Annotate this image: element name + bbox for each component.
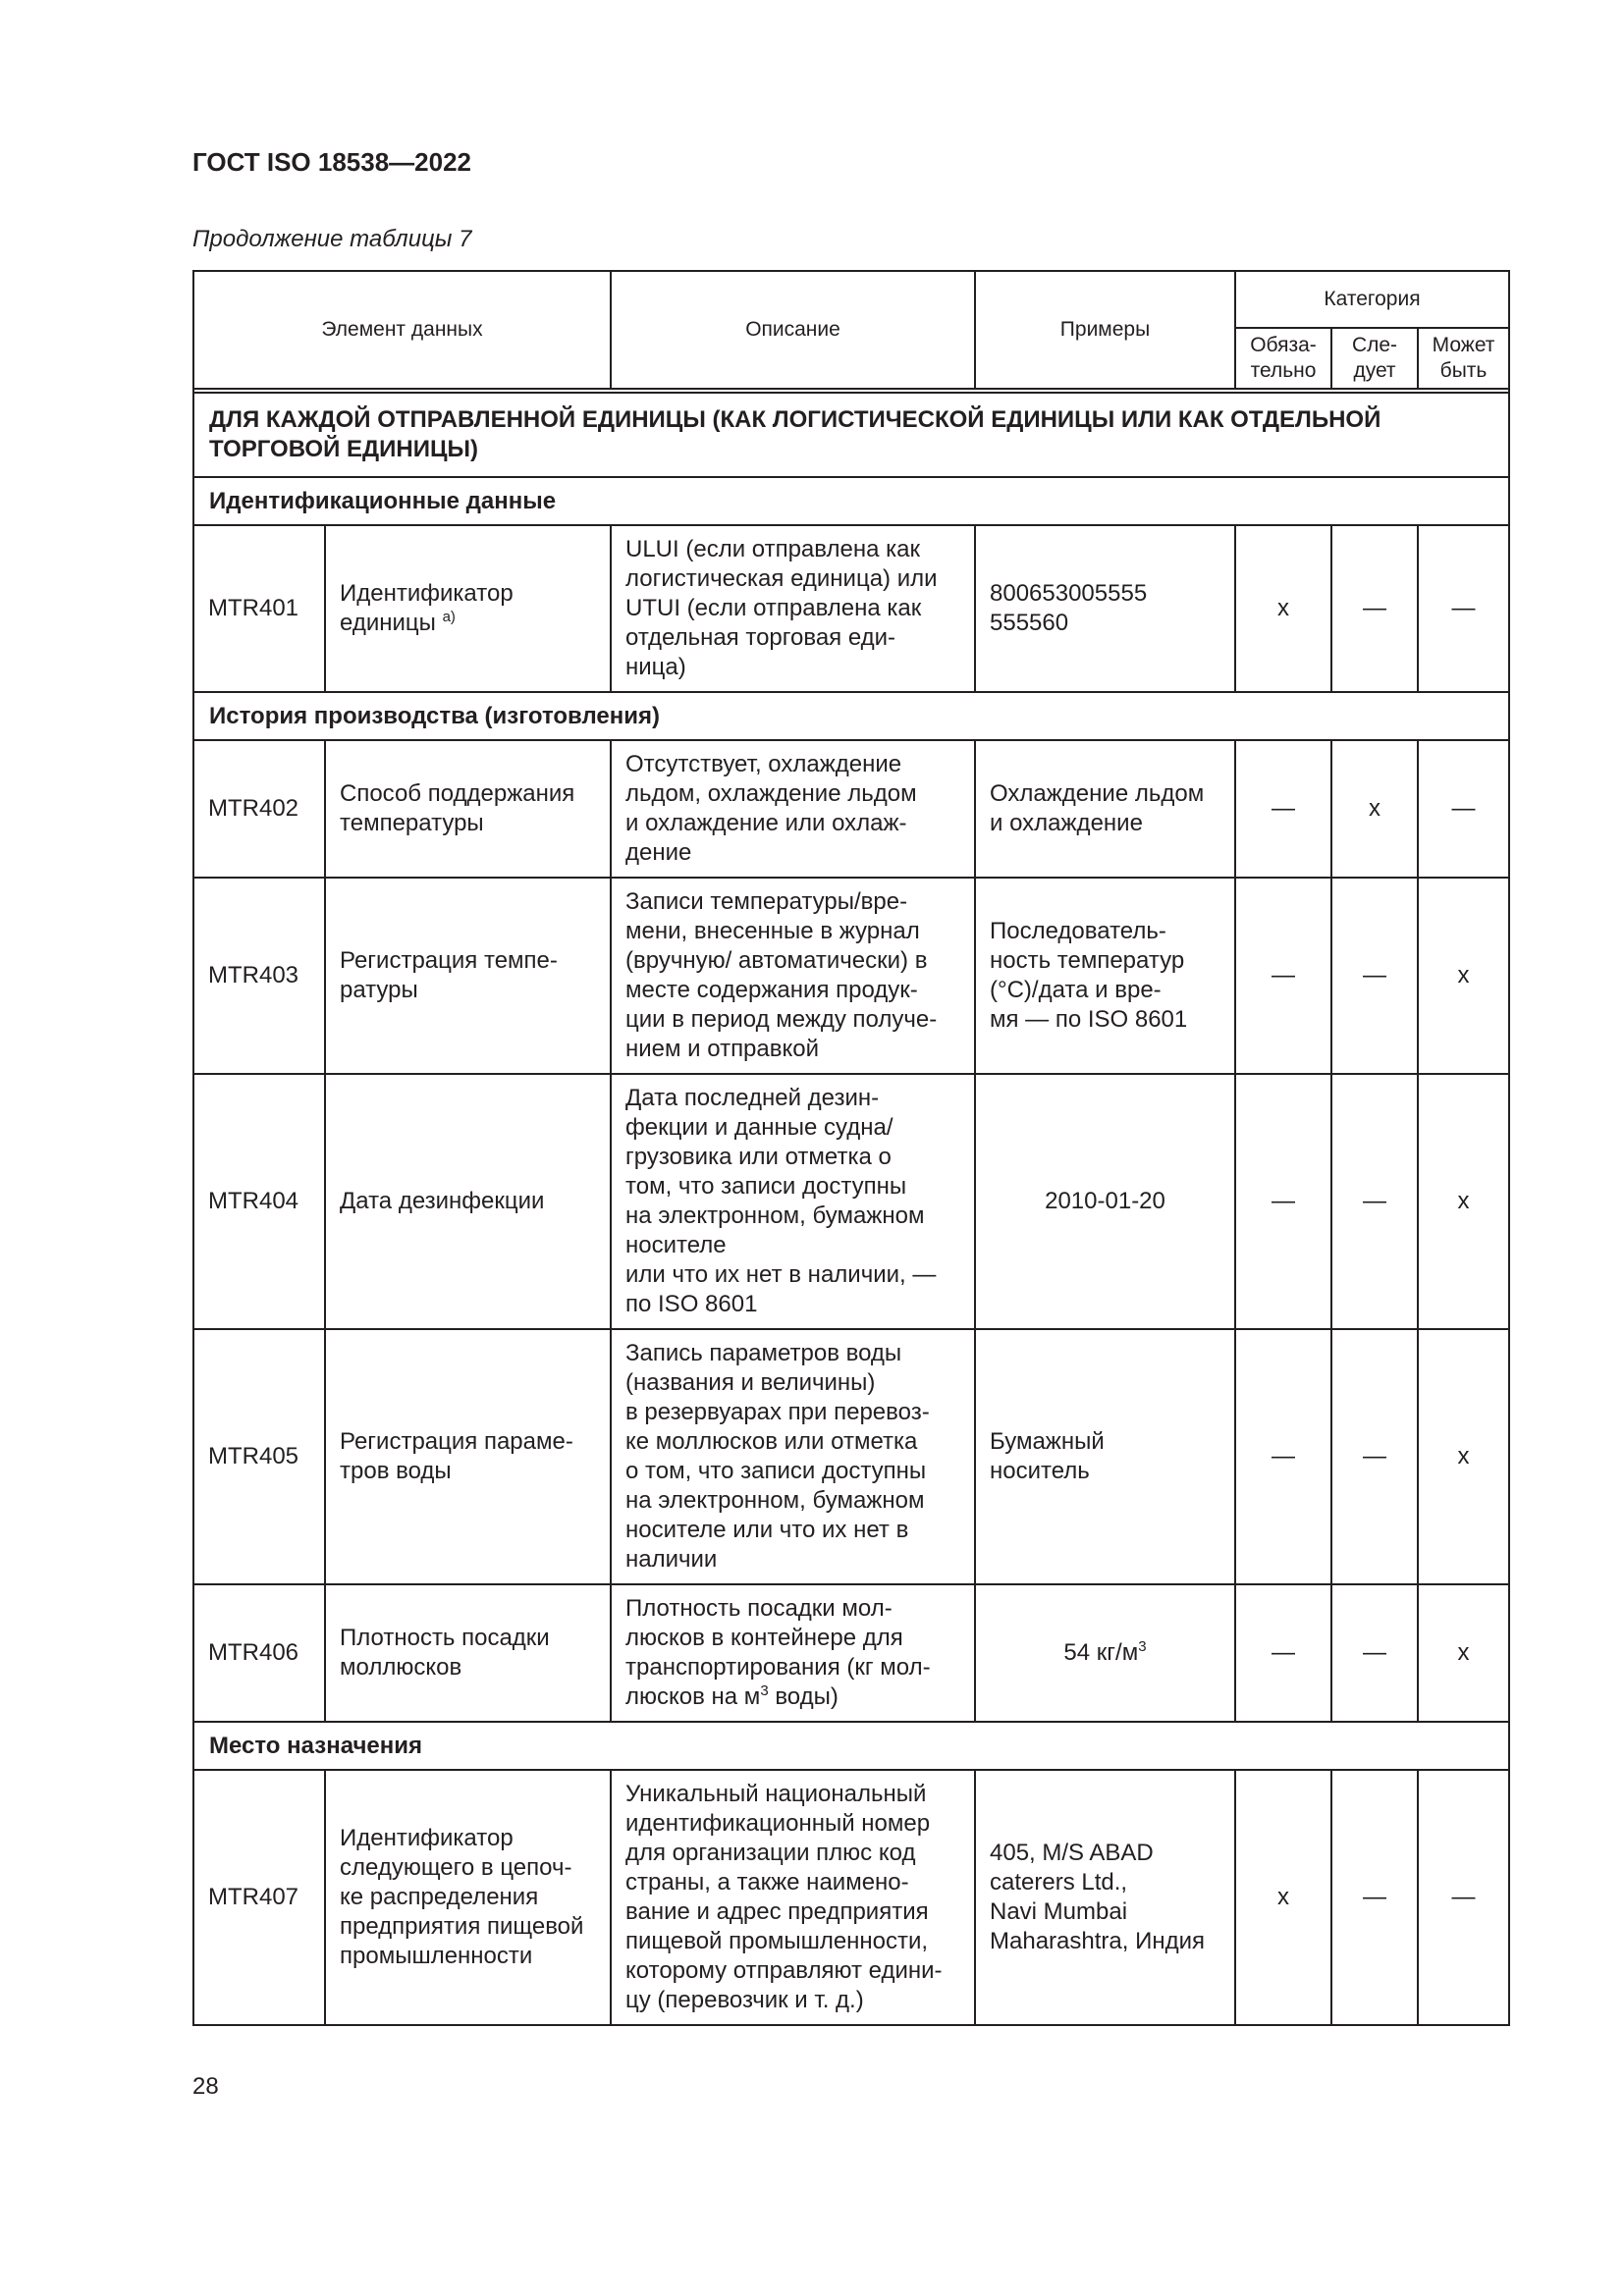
name-line: тров воды: [340, 1458, 452, 1484]
example-line: и охлаждение: [990, 810, 1143, 836]
category-should: —: [1331, 878, 1418, 1074]
example-line: 405, M/S ABAD: [990, 1840, 1154, 1866]
description-line: Запись параметров воды: [625, 1340, 902, 1366]
description-line: ции в период между получе-: [625, 1006, 938, 1033]
element-description: [611, 878, 975, 1074]
description-line: Уникальный национальный: [625, 1781, 927, 1807]
description-line: или что их нет в наличии, —: [625, 1261, 937, 1288]
category-should: —: [1331, 1074, 1418, 1329]
example-line: мя — по ISO 8601: [990, 1006, 1188, 1033]
description-line: льдом, охлаждение льдом: [625, 780, 917, 807]
category-mandatory: —: [1235, 1584, 1331, 1722]
description-line: носителе или что их нет в: [625, 1517, 909, 1543]
header-line: Может: [1432, 334, 1495, 356]
description-line: носителе: [625, 1232, 727, 1258]
col-header-element: Элемент данных: [193, 271, 611, 389]
category-should: —: [1331, 525, 1418, 692]
name-line: ратуры: [340, 977, 418, 1003]
category-may: x: [1418, 1074, 1509, 1329]
superscript: 3: [760, 1682, 769, 1699]
element-name: [325, 878, 611, 1074]
element-name: [325, 1770, 611, 2025]
category-mandatory: —: [1235, 740, 1331, 878]
description-line: ULUI (если отправлена как: [625, 536, 920, 562]
description-line: пищевой промышленности,: [625, 1928, 929, 1954]
table-row: [193, 1074, 1509, 1329]
name-text: единицы: [340, 610, 436, 636]
table-row: [193, 1329, 1509, 1584]
description-line: (вручную/ автоматически) в: [625, 947, 928, 974]
description-line: (названия и величины): [625, 1369, 876, 1396]
element-code: MTR401: [193, 525, 325, 692]
element-example: 2010-01-20: [975, 1074, 1235, 1329]
section-row: [193, 692, 1509, 740]
description-line: отдельная торговая еди-: [625, 624, 896, 651]
name-line: предприятия пищевой: [340, 1913, 584, 1940]
description-line: Плотность посадки мол-: [625, 1595, 893, 1622]
description-line: люсков в контейнере для: [625, 1625, 903, 1651]
name-line: [340, 609, 596, 638]
example-line: caterers Ltd.,: [990, 1869, 1128, 1896]
section-line: ДЛЯ КАЖДОЙ ОТПРАВЛЕННОЙ ЕДИНИЦЫ (КАК ЛОГИСТИЧЕСКОЙ ЕДИНИЦЫ ИЛИ КАК ОТДЕЛЬНОЙ: [209, 406, 1381, 433]
table-row: [193, 878, 1509, 1074]
table-row: [193, 740, 1509, 878]
description-line: цу (перевозчик и т. д.): [625, 1987, 864, 2013]
element-name: [325, 1584, 611, 1722]
section-title-shipped-unit: [193, 393, 1509, 477]
name-line: Способ поддержания: [340, 780, 575, 807]
header-line: Сле-: [1351, 334, 1398, 356]
section-row: [193, 1722, 1509, 1770]
category-mandatory: —: [1235, 1074, 1331, 1329]
document-title: ГОСТ ISO 18538—2022: [192, 147, 472, 177]
description-line: нием и отправкой: [625, 1036, 820, 1062]
category-may: —: [1418, 740, 1509, 878]
element-code: MTR405: [193, 1329, 325, 1584]
superscript: 3: [1138, 1638, 1147, 1655]
element-example: [975, 1584, 1235, 1722]
category-may: —: [1418, 525, 1509, 692]
element-example: [975, 1329, 1235, 1584]
description-line: наличии: [625, 1546, 718, 1573]
name-line: промышленности: [340, 1943, 533, 1969]
name-line: Идентификатор: [340, 1825, 514, 1851]
category-may: —: [1418, 1770, 1509, 2025]
description-line: том, что записи доступны: [625, 1173, 907, 1200]
header-line: Обяза-: [1250, 334, 1317, 356]
name-line: Дата дезинфекции: [340, 1188, 545, 1214]
name-line: температуры: [340, 810, 484, 836]
element-description: [611, 1770, 975, 2025]
section-title-destination: Место назначения: [193, 1722, 1509, 1770]
category-mandatory: —: [1235, 878, 1331, 1074]
category-may: x: [1418, 878, 1509, 1074]
header-line: дует: [1353, 359, 1396, 382]
name-line: ке распределения: [340, 1884, 539, 1910]
description-line: идентификационный номер: [625, 1810, 931, 1837]
element-description: [611, 1329, 975, 1584]
name-line: Плотность посадки: [340, 1625, 550, 1651]
example-line: Последователь-: [990, 918, 1166, 944]
category-should: —: [1331, 1329, 1418, 1584]
category-mandatory: x: [1235, 525, 1331, 692]
example-line: Navi Mumbai: [990, 1898, 1128, 1925]
table-caption: Продолжение таблицы 7: [192, 226, 472, 252]
element-name: [325, 525, 611, 692]
section-row: [193, 477, 1509, 525]
col-header-description: Описание: [611, 271, 975, 389]
description-line: мени, внесенные в журнал: [625, 918, 920, 944]
description-line: UTUI (если отправлена как: [625, 595, 922, 621]
col-header-category: Категория: [1235, 271, 1509, 328]
element-example: [975, 1770, 1235, 2025]
section-row: [193, 393, 1509, 477]
category-should: —: [1331, 1770, 1418, 2025]
section-line: ТОРГОВОЙ ЕДИНИЦЫ): [209, 436, 478, 462]
element-description: [611, 1584, 975, 1722]
description-line: вание и адрес предприятия: [625, 1898, 929, 1925]
table-row: [193, 1584, 1509, 1722]
element-example: [975, 740, 1235, 878]
element-code: MTR406: [193, 1584, 325, 1722]
element-description: [611, 525, 975, 692]
example-line: ность температур: [990, 947, 1185, 974]
example-line: 555560: [990, 610, 1069, 636]
category-may: x: [1418, 1329, 1509, 1584]
description-line: месте содержания продук-: [625, 977, 918, 1003]
example-line: носитель: [990, 1458, 1090, 1484]
table-row: [193, 525, 1509, 692]
element-name: [325, 740, 611, 878]
description-line: для организации плюс код: [625, 1840, 916, 1866]
data-elements-table: [192, 270, 1510, 2026]
col-header-examples: Примеры: [975, 271, 1235, 389]
example-line: 800653005555: [990, 580, 1148, 607]
element-code: MTR407: [193, 1770, 325, 2025]
description-line: о том, что записи доступны: [625, 1458, 927, 1484]
description-line: транспортирования (кг мол-: [625, 1654, 931, 1681]
category-mandatory: —: [1235, 1329, 1331, 1584]
name-line: Идентификатор: [340, 580, 514, 607]
example-line: Maharashtra, Индия: [990, 1928, 1205, 1954]
description-line: на электронном, бумажном: [625, 1487, 925, 1514]
description-line: Отсутствует, охлаждение: [625, 751, 902, 777]
category-mandatory: x: [1235, 1770, 1331, 2025]
page-number: 28: [192, 2073, 219, 2100]
description-line: ница): [625, 654, 686, 680]
description-line: ке моллюсков или отметка: [625, 1428, 918, 1455]
description-line: Дата последней дезин-: [625, 1085, 880, 1111]
example-text: 54 кг/м: [1063, 1639, 1139, 1666]
description-line: страны, а также наимено-: [625, 1869, 909, 1896]
example-line: Бумажный: [990, 1428, 1105, 1455]
description-line: по ISO 8601: [625, 1291, 758, 1317]
section-title-history: История производства (изготовления): [193, 692, 1509, 740]
element-code: MTR402: [193, 740, 325, 878]
category-may: x: [1418, 1584, 1509, 1722]
header-row: [193, 271, 1509, 328]
col-header-should: [1331, 328, 1418, 389]
element-example: [975, 525, 1235, 692]
name-line: следующего в цепоч-: [340, 1854, 572, 1881]
element-code: MTR403: [193, 878, 325, 1074]
header-line: быть: [1439, 359, 1488, 382]
footnote-marker: a): [442, 609, 456, 625]
category-should: —: [1331, 1584, 1418, 1722]
category-should: x: [1331, 740, 1418, 878]
description-line: [625, 1682, 960, 1712]
col-header-may: [1418, 328, 1509, 389]
section-title-identification: Идентификационные данные: [193, 477, 1509, 525]
description-line: в резервуарах при перевоз-: [625, 1399, 930, 1425]
name-line: Регистрация параме-: [340, 1428, 573, 1455]
description-line: и охлаждение или охлаж-: [625, 810, 907, 836]
description-line: которому отправляют едини-: [625, 1957, 943, 1984]
table-row: [193, 1770, 1509, 2025]
description-line: фекции и данные судна/: [625, 1114, 893, 1141]
description-text: люсков на м: [625, 1683, 761, 1710]
header-line: тельно: [1250, 359, 1317, 382]
description-line: грузовика или отметка о: [625, 1144, 892, 1170]
name-line: Регистрация темпе-: [340, 947, 558, 974]
element-name: [325, 1074, 611, 1329]
element-code: MTR404: [193, 1074, 325, 1329]
element-description: [611, 740, 975, 878]
description-line: Записи температуры/вре-: [625, 888, 908, 915]
description-line: дение: [625, 839, 692, 866]
element-name: [325, 1329, 611, 1584]
element-description: [611, 1074, 975, 1329]
name-line: моллюсков: [340, 1654, 462, 1681]
example-line: Охлаждение льдом: [990, 780, 1205, 807]
description-line: логистическая единица) или: [625, 565, 938, 592]
example-line: (°С)/дата и вре-: [990, 977, 1162, 1003]
col-header-mandatory: [1235, 328, 1331, 389]
description-line: на электронном, бумажном: [625, 1202, 925, 1229]
element-example: [975, 878, 1235, 1074]
description-text: воды): [768, 1683, 839, 1710]
